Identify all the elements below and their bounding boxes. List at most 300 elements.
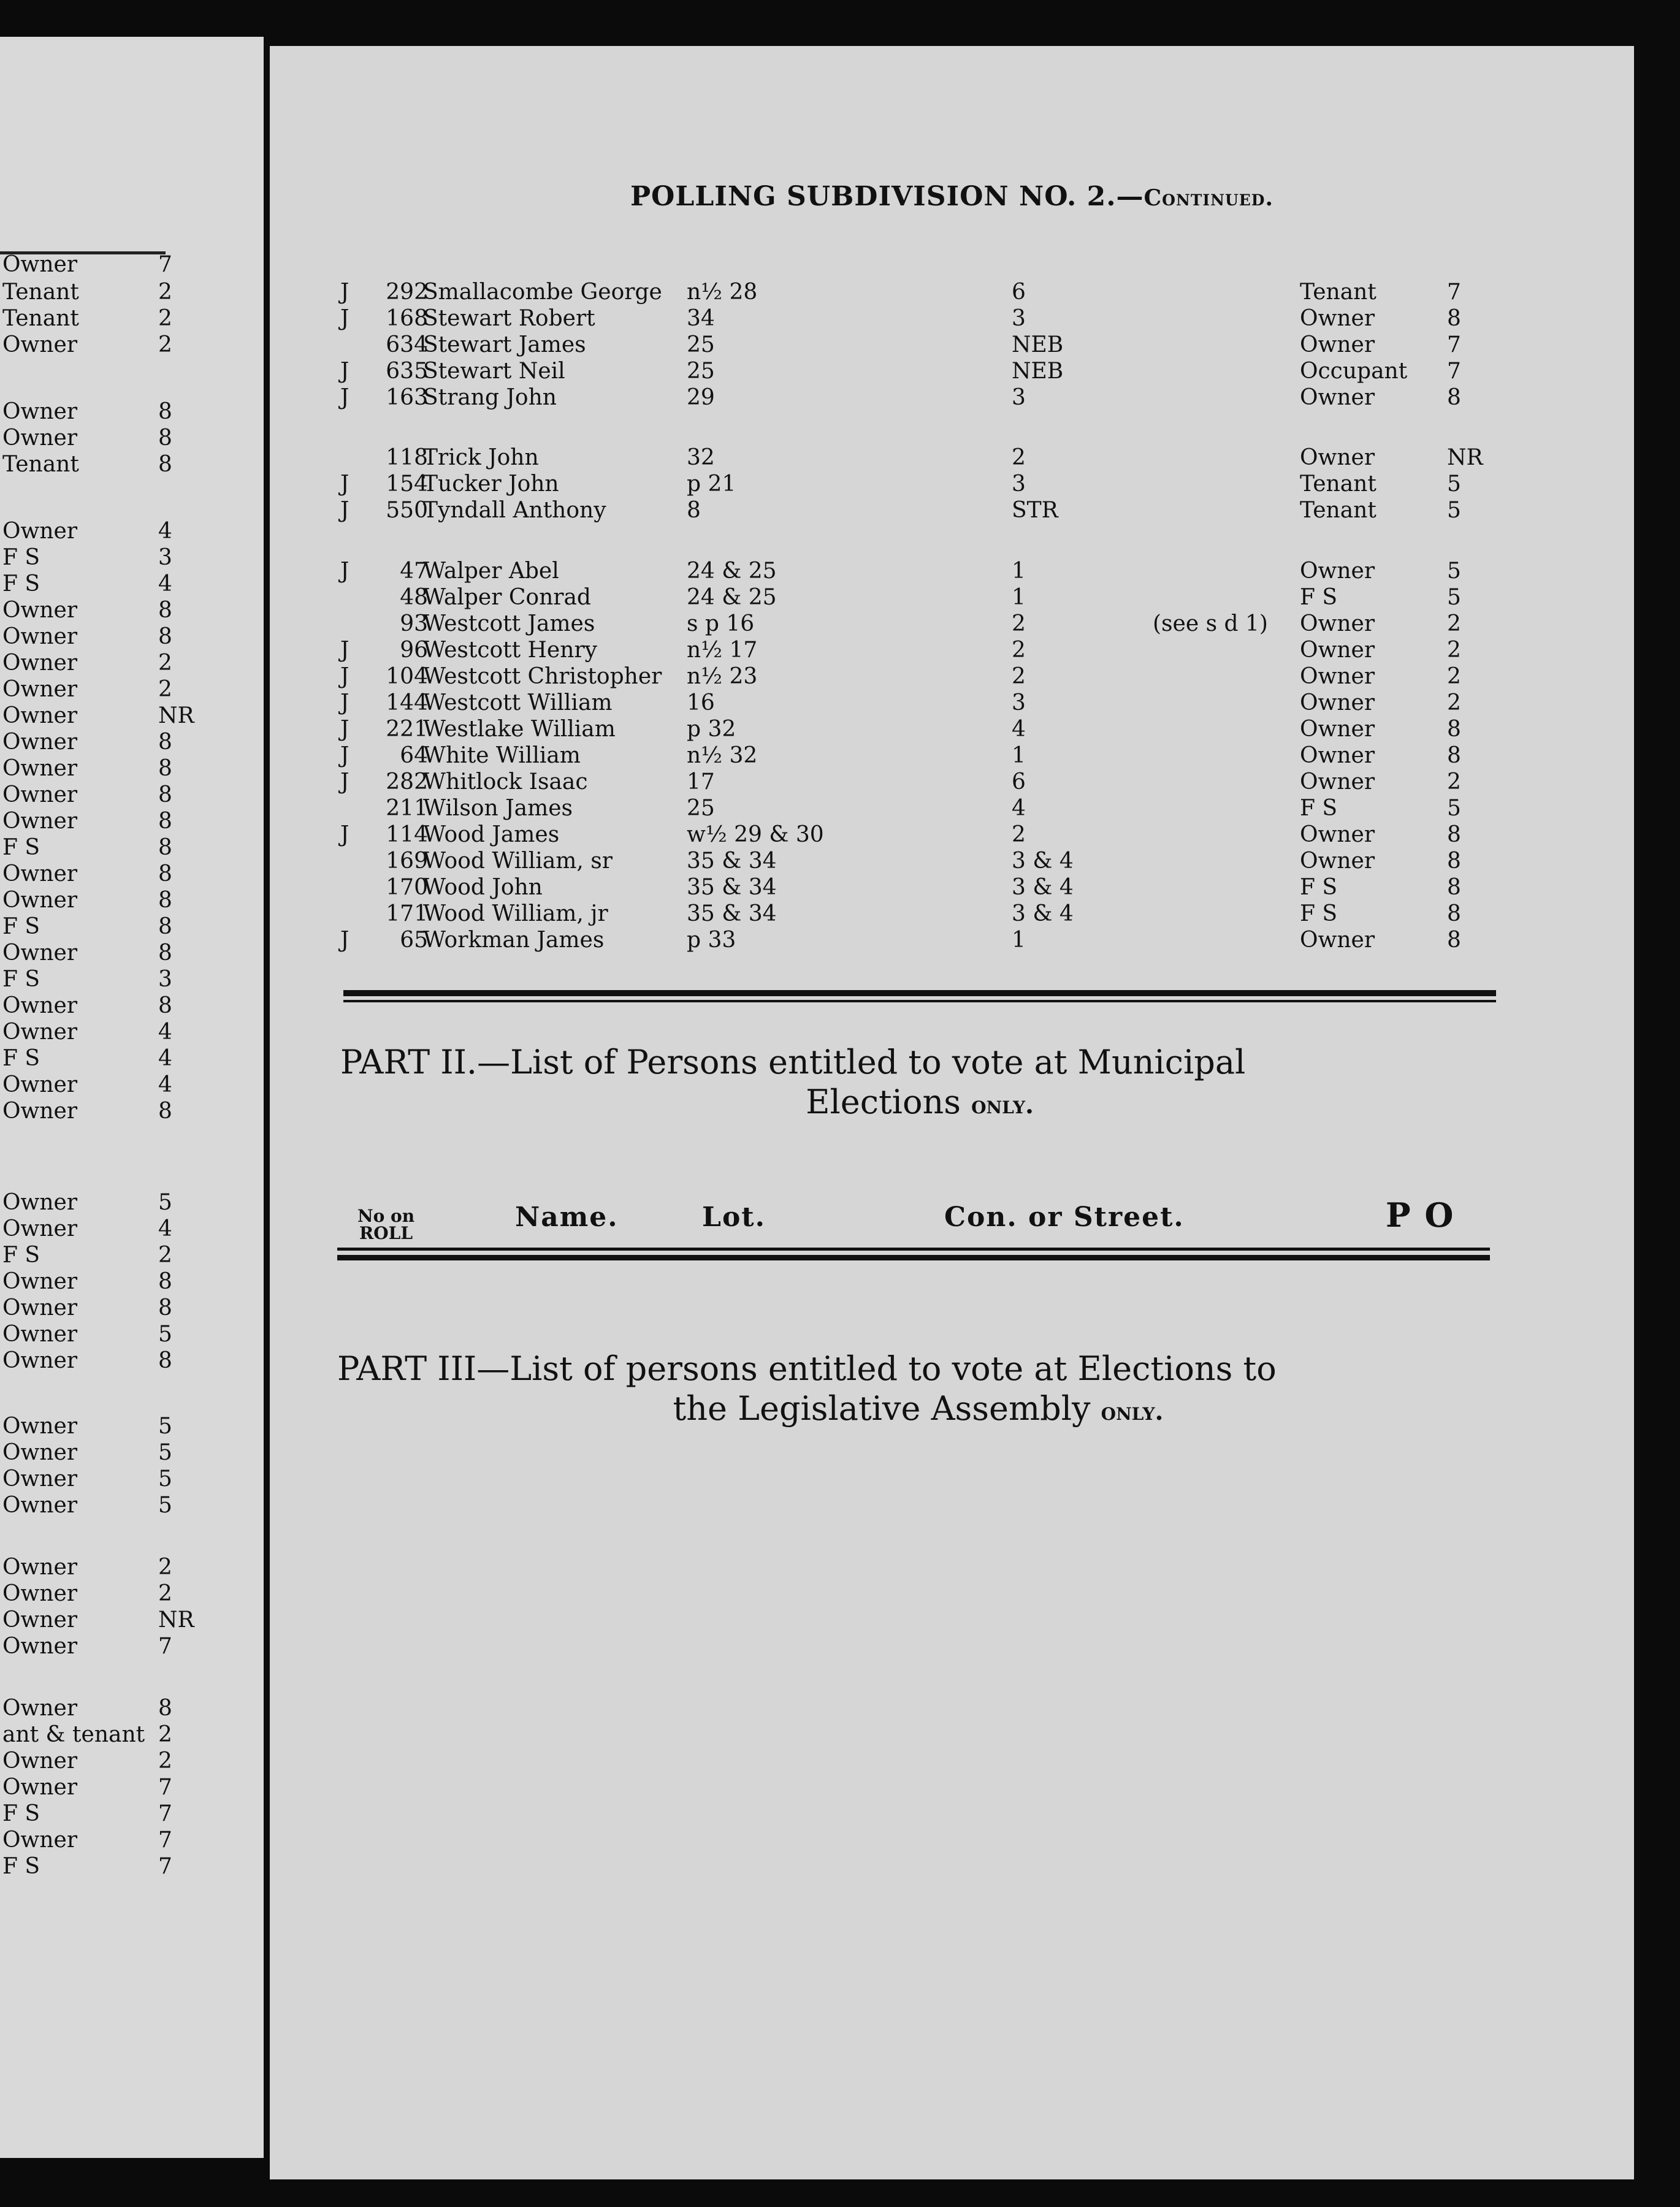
voter-no: 550 — [386, 498, 428, 523]
voter-status: Owner — [1300, 822, 1375, 847]
voter-lot: p 32 — [687, 717, 736, 742]
left-status: F S — [2, 1801, 40, 1826]
left-status: Owner — [2, 756, 78, 781]
left-row — [0, 1189, 258, 1216]
part2-subtitle-text: Elections — [806, 1083, 961, 1121]
left-status: Owner — [2, 399, 78, 424]
left-row — [0, 623, 258, 650]
left-row — [0, 518, 258, 545]
left-row — [0, 703, 258, 730]
voter-no: 282 — [386, 769, 428, 795]
left-status: Owner — [2, 940, 78, 966]
voter-name: Strang John — [423, 385, 557, 410]
voter-name: Westcott James — [423, 611, 595, 636]
left-ward: 5 — [158, 1440, 172, 1465]
voter-no: 104 — [386, 664, 428, 689]
col-con: Con. or Street. — [944, 1202, 1185, 1233]
voter-con: 2 — [1012, 611, 1026, 636]
left-status: Tenant — [2, 280, 79, 305]
left-status: Tenant — [2, 452, 79, 477]
voter-status: Owner — [1300, 306, 1375, 331]
left-row — [0, 834, 258, 861]
voter-ward: 8 — [1447, 306, 1461, 331]
voter-con: NEB — [1012, 359, 1064, 384]
col-no-on-roll — [357, 1208, 414, 1242]
left-status: Owner — [2, 730, 78, 755]
left-ward: 4 — [158, 1216, 172, 1241]
left-ward: 8 — [158, 888, 172, 913]
left-ward: 8 — [158, 1099, 172, 1124]
voter-no: 635 — [386, 359, 428, 384]
left-ward: 2 — [158, 306, 172, 331]
voter-ward: 8 — [1447, 822, 1461, 847]
voter-ward: 8 — [1447, 717, 1461, 742]
left-row — [0, 1295, 258, 1322]
left-row — [0, 1466, 258, 1493]
voter-row — [270, 742, 1634, 769]
left-row — [0, 913, 258, 940]
voter-ward: 7 — [1447, 359, 1461, 384]
voter-con: 2 — [1012, 822, 1026, 847]
left-status: F S — [2, 1243, 40, 1268]
left-ward: 8 — [158, 399, 172, 424]
voter-con: 2 — [1012, 445, 1026, 470]
voter-name: Wood William, sr — [423, 848, 613, 874]
header-continued: Continued. — [1144, 185, 1274, 211]
left-status: Owner — [2, 252, 78, 277]
voter-status: F S — [1300, 796, 1338, 821]
left-row — [0, 1748, 258, 1775]
left-status: Owner — [2, 1414, 78, 1439]
voter-no: 64 — [400, 743, 428, 768]
voter-con: 3 & 4 — [1012, 875, 1074, 900]
voter-status: Owner — [1300, 743, 1375, 768]
left-row — [0, 571, 258, 598]
left-ward: NR — [158, 703, 194, 728]
voter-con: 4 — [1012, 717, 1026, 742]
voter-status: Owner — [1300, 385, 1375, 410]
voter-no: 118 — [386, 445, 428, 470]
left-row — [0, 305, 258, 332]
voter-name: Whitlock Isaac — [423, 769, 588, 795]
voter-name: Tucker John — [423, 471, 559, 497]
left-status: Owner — [2, 1348, 78, 1373]
voter-con: 3 — [1012, 471, 1026, 497]
voter-lot: p 33 — [687, 928, 736, 953]
left-ward: 2 — [158, 1748, 172, 1774]
voter-name: Wood James — [423, 822, 560, 847]
voter-status: Owner — [1300, 848, 1375, 874]
left-row — [0, 597, 258, 624]
voter-row — [270, 444, 1634, 471]
left-status: Owner — [2, 703, 78, 728]
left-ward: 8 — [158, 598, 172, 623]
voter-name: Stewart Robert — [423, 306, 595, 331]
voter-lot: 16 — [687, 690, 715, 715]
left-ward: 2 — [158, 1722, 172, 1747]
voter-j: J — [340, 558, 349, 584]
voter-name: Walper Conrad — [423, 585, 591, 610]
left-status: Owner — [2, 332, 78, 357]
left-status: Owner — [2, 1020, 78, 1045]
left-ward: 5 — [158, 1493, 172, 1518]
voter-j: J — [340, 471, 349, 497]
voter-j: J — [340, 743, 349, 768]
col-po: P O — [1386, 1195, 1455, 1235]
voter-status: Owner — [1300, 717, 1375, 742]
voter-j: J — [340, 498, 349, 523]
left-status: Owner — [2, 1099, 78, 1124]
voter-row — [270, 821, 1634, 848]
left-ward: 2 — [158, 677, 172, 702]
voter-ward: 2 — [1447, 638, 1461, 663]
voter-row — [270, 663, 1634, 690]
voter-no: 168 — [386, 306, 428, 331]
left-row — [0, 1072, 258, 1099]
left-row — [0, 1580, 258, 1607]
voter-lot: 24 & 25 — [687, 585, 777, 610]
left-status: ant & tenant — [2, 1722, 145, 1747]
voter-con: 2 — [1012, 664, 1026, 689]
left-status: Owner — [2, 1748, 78, 1774]
left-page-fragment — [0, 37, 264, 2158]
left-status: Owner — [2, 1607, 78, 1633]
voter-lot: p 21 — [687, 471, 736, 497]
voter-j: J — [340, 306, 349, 331]
header-title: POLLING SUBDIVISION NO. 2.— — [630, 181, 1144, 212]
voter-status: Owner — [1300, 445, 1375, 470]
left-row — [0, 1268, 258, 1295]
left-ward: 8 — [158, 624, 172, 649]
left-status: F S — [2, 571, 40, 597]
voter-j: J — [340, 385, 349, 410]
left-ward: 2 — [158, 1555, 172, 1580]
voter-name: Westcott William — [423, 690, 613, 715]
voter-no: 65 — [400, 928, 428, 953]
voter-lot: 25 — [687, 359, 715, 384]
voter-note: (see s d 1) — [1153, 611, 1268, 636]
left-row — [0, 755, 258, 782]
left-row — [0, 1633, 258, 1660]
voter-row — [270, 497, 1634, 524]
voter-row — [270, 637, 1634, 664]
voter-no: 47 — [400, 558, 428, 584]
voter-ward: 8 — [1447, 385, 1461, 410]
voter-status: Owner — [1300, 690, 1375, 715]
voter-lot: 35 & 34 — [687, 875, 777, 900]
voter-con: NEB — [1012, 332, 1064, 357]
voter-ward: 8 — [1447, 875, 1461, 900]
voter-no: 48 — [400, 585, 428, 610]
left-row — [0, 1216, 258, 1243]
left-row — [0, 887, 258, 914]
voter-ward: 8 — [1447, 743, 1461, 768]
voter-ward: 5 — [1447, 558, 1461, 584]
left-row — [0, 1827, 258, 1854]
left-ward: 8 — [158, 1348, 172, 1373]
left-status: Owner — [2, 1072, 78, 1097]
voter-row — [270, 716, 1634, 743]
left-ward: 3 — [158, 967, 172, 992]
left-status: Owner — [2, 1269, 78, 1294]
voter-lot: 17 — [687, 769, 715, 795]
left-ward: 8 — [158, 940, 172, 966]
voter-lot: n½ 32 — [687, 743, 758, 768]
voter-no: 114 — [386, 822, 428, 847]
voter-lot: 32 — [687, 445, 715, 470]
left-ward: 7 — [158, 1801, 172, 1826]
left-ward: 8 — [158, 809, 172, 834]
left-status: Owner — [2, 1634, 78, 1659]
left-row — [0, 993, 258, 1020]
left-ward: 7 — [158, 1775, 172, 1800]
voter-status: Owner — [1300, 928, 1375, 953]
voter-j: J — [340, 928, 349, 953]
voter-con: 6 — [1012, 280, 1026, 305]
part3-only: only. — [1101, 1397, 1164, 1426]
left-status: Owner — [2, 1322, 78, 1347]
voter-status: Tenant — [1300, 280, 1376, 305]
voter-row — [270, 558, 1634, 585]
voter-status: Owner — [1300, 664, 1375, 689]
voter-lot: 24 & 25 — [687, 558, 777, 584]
left-row — [0, 1098, 258, 1125]
left-status: Owner — [2, 1493, 78, 1518]
left-row — [0, 1554, 258, 1581]
voter-ward: 7 — [1447, 280, 1461, 305]
left-ward: 4 — [158, 1020, 172, 1045]
left-row — [0, 251, 258, 278]
left-ward: NR — [158, 1607, 194, 1633]
left-row — [0, 1413, 258, 1440]
voter-con: 3 & 4 — [1012, 901, 1074, 926]
left-ward: 8 — [158, 835, 172, 860]
left-ward: 8 — [158, 1696, 172, 1721]
left-row — [0, 861, 258, 888]
voter-con: 3 — [1012, 690, 1026, 715]
voter-name: Wood William, jr — [423, 901, 608, 926]
voter-name: Tyndall Anthony — [423, 498, 606, 523]
left-row — [0, 332, 258, 359]
voter-con: 1 — [1012, 585, 1026, 610]
left-ward: 5 — [158, 1414, 172, 1439]
voter-lot: 25 — [687, 332, 715, 357]
voter-no: 221 — [386, 717, 428, 742]
left-row — [0, 676, 258, 703]
voter-status: F S — [1300, 875, 1338, 900]
voter-con: 3 — [1012, 306, 1026, 331]
left-status: Owner — [2, 624, 78, 649]
left-ward: 4 — [158, 1072, 172, 1097]
left-status: Owner — [2, 650, 78, 676]
voter-ward: 7 — [1447, 332, 1461, 357]
left-status: F S — [2, 1046, 40, 1071]
left-status: Owner — [2, 1775, 78, 1800]
left-row — [0, 966, 258, 993]
divider-thin — [343, 1000, 1496, 1002]
left-row — [0, 1801, 258, 1828]
voter-con: 6 — [1012, 769, 1026, 795]
page-header — [270, 181, 1634, 212]
left-row — [0, 1721, 258, 1748]
voter-con: STR — [1012, 498, 1058, 523]
left-ward: 8 — [158, 756, 172, 781]
left-row — [0, 808, 258, 835]
part2-only: only. — [971, 1091, 1034, 1119]
voter-ward: 2 — [1447, 690, 1461, 715]
voter-con: 1 — [1012, 743, 1026, 768]
left-status: Owner — [2, 1440, 78, 1465]
voter-lot: 25 — [687, 796, 715, 821]
voter-name: Trick John — [423, 445, 539, 470]
left-row — [0, 1321, 258, 1348]
voter-con: 2 — [1012, 638, 1026, 663]
voter-row — [270, 874, 1634, 901]
voter-j: J — [340, 690, 349, 715]
voter-status: Tenant — [1300, 498, 1376, 523]
divider-thick — [343, 990, 1496, 996]
voter-no: 154 — [386, 471, 428, 497]
voter-no: 96 — [400, 638, 428, 663]
left-status: F S — [2, 1854, 40, 1879]
left-row — [0, 1439, 258, 1466]
left-ward: 4 — [158, 1046, 172, 1071]
left-ward: 2 — [158, 1581, 172, 1606]
voter-con: 3 & 4 — [1012, 848, 1074, 874]
left-row — [0, 1242, 258, 1269]
left-row — [0, 451, 258, 478]
left-ward: 5 — [158, 1466, 172, 1492]
voter-row — [270, 358, 1634, 385]
voter-j: J — [340, 280, 349, 305]
left-status: Owner — [2, 425, 78, 451]
left-row — [0, 398, 258, 425]
voter-ward: 8 — [1447, 901, 1461, 926]
left-status: Owner — [2, 888, 78, 913]
voter-ward: NR — [1447, 445, 1483, 470]
left-status: F S — [2, 545, 40, 570]
voter-no: 211 — [386, 796, 428, 821]
left-ward: 7 — [158, 252, 172, 277]
voter-status: Owner — [1300, 769, 1375, 795]
part2-subtitle — [340, 1082, 1499, 1126]
voter-lot: s p 16 — [687, 611, 755, 636]
voter-status: Owner — [1300, 332, 1375, 357]
left-ward: 5 — [158, 1190, 172, 1215]
left-row — [0, 1607, 258, 1634]
voter-no: 163 — [386, 385, 428, 410]
voter-no: 169 — [386, 848, 428, 874]
voter-row — [270, 611, 1634, 638]
left-status: F S — [2, 914, 40, 939]
voter-name: Wilson James — [423, 796, 573, 821]
main-page — [270, 46, 1634, 2179]
voter-lot: 35 & 34 — [687, 848, 777, 874]
left-status: Owner — [2, 1190, 78, 1215]
left-status: Owner — [2, 677, 78, 702]
col-no-on-roll-2: ROLL — [359, 1223, 413, 1243]
left-row — [0, 425, 258, 452]
voter-row — [270, 690, 1634, 717]
left-ward: 8 — [158, 993, 172, 1018]
voter-name: Stewart Neil — [423, 359, 565, 384]
left-row — [0, 1019, 258, 1046]
left-row — [0, 729, 258, 756]
voter-status: Owner — [1300, 611, 1375, 636]
left-status: Owner — [2, 519, 78, 544]
left-row — [0, 1492, 258, 1519]
divider-part3-thick — [337, 1255, 1490, 1260]
left-ward: 8 — [158, 730, 172, 755]
voter-no: 144 — [386, 690, 428, 715]
left-ward: 2 — [158, 650, 172, 676]
left-ward: 2 — [158, 1243, 172, 1268]
left-ward: 4 — [158, 519, 172, 544]
left-row — [0, 1045, 258, 1072]
voter-status: F S — [1300, 901, 1338, 926]
part3-subtitle-text: the Legislative Assembly — [673, 1389, 1091, 1428]
voter-lot: w½ 29 & 30 — [687, 822, 824, 847]
part3-title: PART III—List of persons entitled to vote at Elections to — [337, 1349, 1277, 1388]
voter-name: Westcott Christopher — [423, 664, 662, 689]
col-no-on-roll-1: No on — [357, 1206, 415, 1226]
voter-ward: 5 — [1447, 471, 1461, 497]
voter-lot: n½ 23 — [687, 664, 758, 689]
left-ward: 7 — [158, 1634, 172, 1659]
voter-j: J — [340, 769, 349, 795]
voter-con: 1 — [1012, 558, 1026, 584]
left-ward: 8 — [158, 452, 172, 477]
voter-name: White William — [423, 743, 581, 768]
voter-j: J — [340, 359, 349, 384]
voter-name: Stewart James — [423, 332, 586, 357]
left-row — [0, 650, 258, 677]
left-status: Owner — [2, 1828, 78, 1853]
voter-row — [270, 901, 1634, 928]
left-row — [0, 1695, 258, 1722]
voter-ward: 2 — [1447, 664, 1461, 689]
left-status: Owner — [2, 1466, 78, 1492]
voter-no: 93 — [400, 611, 428, 636]
voter-name: Workman James — [423, 928, 605, 953]
left-ward: 7 — [158, 1854, 172, 1879]
left-ward: 8 — [158, 782, 172, 807]
left-ward: 7 — [158, 1828, 172, 1853]
voter-no: 634 — [386, 332, 428, 357]
voter-lot: 35 & 34 — [687, 901, 777, 926]
part2-title: PART II.—List of Persons entitled to vote at Municipal — [340, 1043, 1246, 1081]
left-ward: 5 — [158, 1322, 172, 1347]
left-row — [0, 782, 258, 809]
left-ward: 3 — [158, 545, 172, 570]
voter-name: Smallacombe George — [423, 280, 662, 305]
left-ward: 8 — [158, 861, 172, 886]
left-ward: 8 — [158, 425, 172, 451]
voter-lot: n½ 28 — [687, 280, 758, 305]
voter-name: Walper Abel — [423, 558, 559, 584]
left-status: Owner — [2, 1216, 78, 1241]
left-status: Owner — [2, 598, 78, 623]
voter-ward: 8 — [1447, 848, 1461, 874]
voter-no: 170 — [386, 875, 428, 900]
voter-lot: 8 — [687, 498, 701, 523]
left-status: Owner — [2, 782, 78, 807]
voter-status: Tenant — [1300, 471, 1376, 497]
voter-row — [270, 769, 1634, 796]
left-status: Owner — [2, 1555, 78, 1580]
voter-j: J — [340, 822, 349, 847]
left-ward: 8 — [158, 914, 172, 939]
